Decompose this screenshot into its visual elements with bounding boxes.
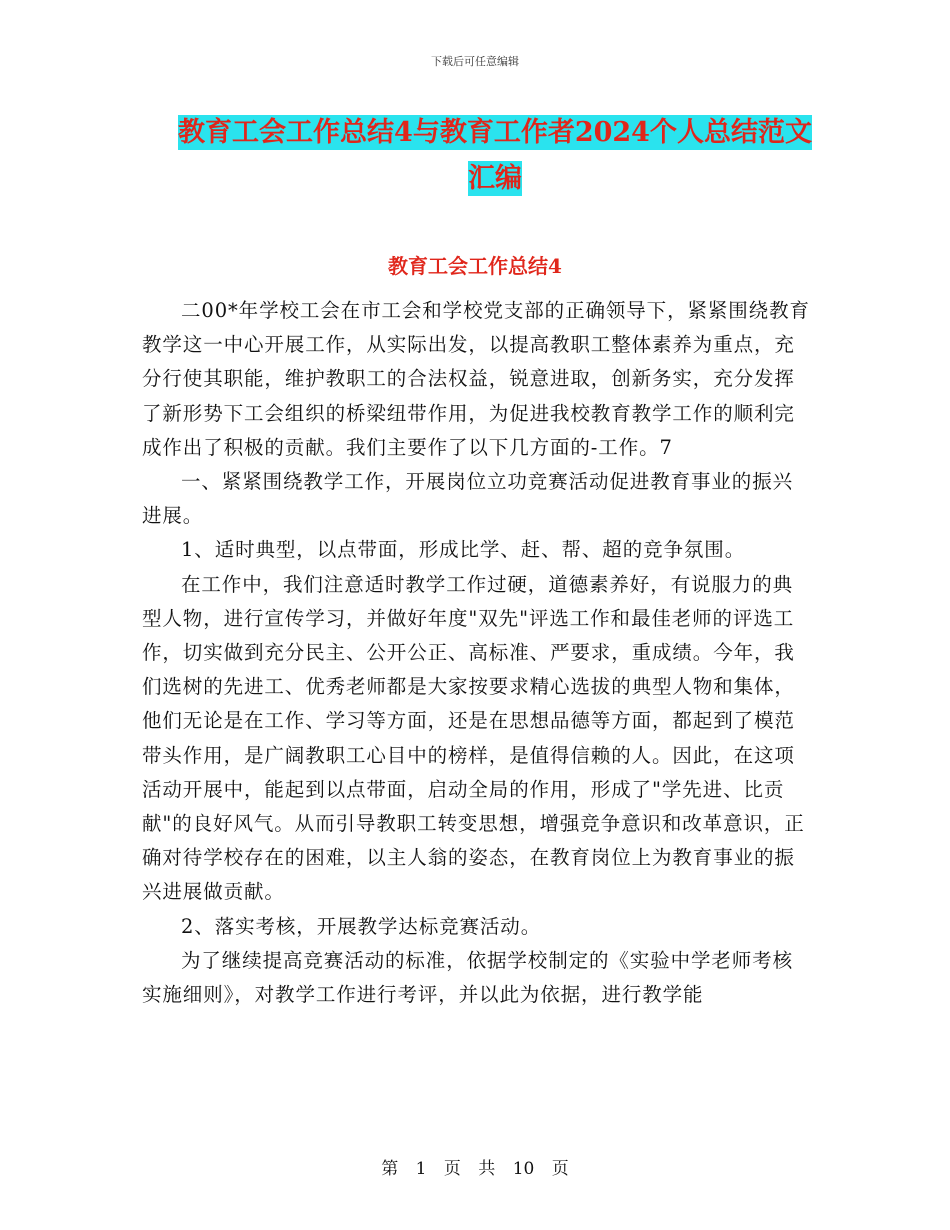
paragraph: 2、落实考核，开展教学达标竞赛活动。	[181, 914, 542, 938]
paragraph: 1、适时典型，以点带面，形成比学、赶、帮、超的竞争氛围。	[181, 538, 746, 562]
paragraph: 一、紧紧围绕教学工作，开展岗位立功竞赛活动促进教育事业的振兴进展。	[142, 470, 794, 528]
footer-page-label: 页	[443, 1159, 461, 1179]
document-title-line-2: 汇编	[468, 163, 522, 194]
paragraph: 二00*年学校工会在市工会和学校党支部的正确领导下，紧紧围绕教育教学这一中心开展工作，从实际出发，以提高教职工整体素养为重点，充分行使其职能，维护教职工的合法权益，锐意进取，创新务实，充分发挥了新形势下工会组织的桥梁纽带作用，为促进我校教育教学工作的顺利完成作出了积极的贡献。我们主要作了以下几方面的-工作。7	[142, 299, 810, 459]
paragraph: 为了继续提高竞赛活动的标准，依据学校制定的《实验中学老师考核实施细则》，对教学工作进行考评，并以此为依据，进行教学能	[142, 948, 794, 1007]
page-header-note: 下载后可任意编辑	[431, 55, 519, 68]
footer-total-prefix: 共	[478, 1159, 496, 1179]
section-title: 教育工会工作总结4	[388, 254, 562, 278]
document-body	[142, 294, 812, 1012]
footer-total-pages: 10	[512, 1159, 535, 1179]
footer-total-suffix: 页	[551, 1159, 569, 1179]
document-title-line-1: 教育工会工作总结4与教育工作者2024个人总结范文	[178, 117, 812, 148]
document-title	[150, 110, 840, 202]
footer-page-prefix: 第	[381, 1159, 399, 1179]
footer-current-page: 1	[415, 1159, 427, 1179]
paragraph: 在工作中，我们注意适时教学工作过硬，道德素养好，有说服力的典型人物，进行宣传学习，并做好年度"双先"评选工作和最佳老师的评选工作，切实做到充分民主、公开公正、高标准、严要求，重成绩。今年，我们选树的先进工、优秀老师都是大家按要求精心选拔的典型人物和集体，他们无论是在工作、学习等方面，还是在思想品德等方面，都起到了模范带头作用，是广阔教职工心目中的榜样，是值得信赖的人。因此，在这项活动开展中，能起到以点带面，启动全局的作用，形成了"学先进、比贡献"的良好风气。从而引导教职工转变思想，增强竞争意识和改革意识，正确对待学校存在的困难，以主人翁的姿态，在教育岗位上为教育事业的振兴进展做贡献。	[142, 572, 805, 904]
page-footer	[0, 1154, 950, 1179]
